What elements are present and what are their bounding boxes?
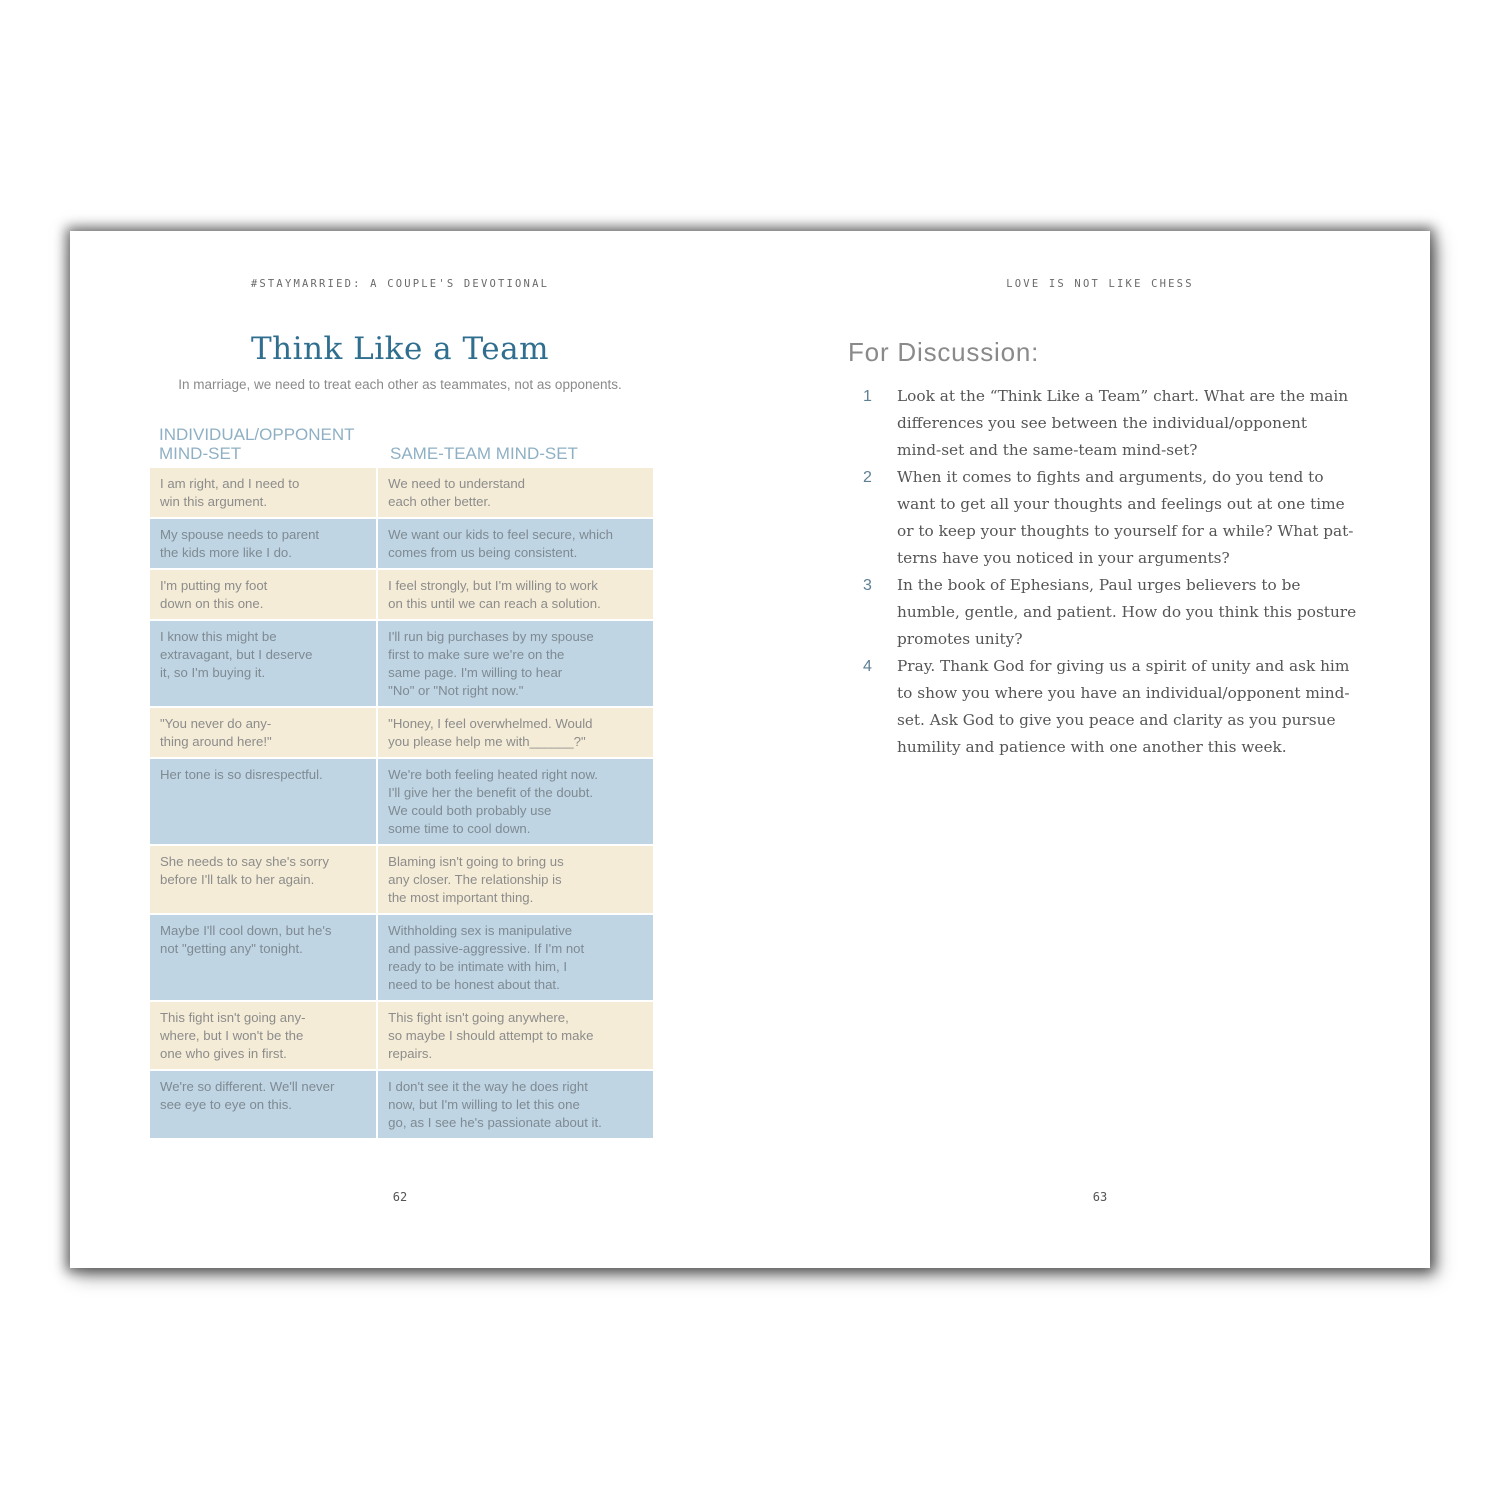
individual-mindset-cell: This fight isn't going any- where, but I won't be the one who gives in first. <box>150 1002 378 1071</box>
team-mindset-cell: I'll run big purchases by my spouse first to make sure we're on the same page. I'm willing to hear "No" or "Not right now." <box>378 621 653 708</box>
discussion-list <box>848 383 1358 761</box>
discussion-item-text: When it comes to fights and arguments, do you tend to want to get all your thoughts and feelings out at one time or to keep your thoughts to yourself for a while? What pat- terns have you noticed in your arguments? <box>897 468 1354 567</box>
team-mindset-cell: Blaming isn't going to bring us any closer. The relationship is the most important thing. <box>378 846 653 915</box>
team-mindset-cell: We're both feeling heated right now. I'll give her the benefit of the doubt. We could both probably use some time to cool down. <box>378 759 653 846</box>
table-row <box>150 519 653 570</box>
chart-subtitle: In marriage, we need to treat each other as teammates, not as opponents. <box>178 377 622 392</box>
discussion-item-number: 3 <box>863 577 872 594</box>
team-mindset-cell: Withholding sex is manipulative and passive-aggressive. If I'm not ready to be intimate with him, I need to be honest about that. <box>378 915 653 1002</box>
discussion-item-number: 2 <box>863 469 872 486</box>
discussion-title: For Discussion: <box>848 337 1040 367</box>
individual-mindset-cell: "You never do any- thing around here!" <box>150 708 378 759</box>
team-mindset-cell: I feel strongly, but I'm willing to work on this until we can reach a solution. <box>378 570 653 621</box>
right-page <box>750 231 1430 1268</box>
table-row <box>150 1002 653 1071</box>
left-page <box>70 231 750 1268</box>
individual-mindset-cell: We're so different. We'll never see eye to eye on this. <box>150 1071 378 1140</box>
column-header-individual: INDIVIDUAL/OPPONENT MIND-SET <box>159 425 355 463</box>
table-row <box>150 1071 653 1140</box>
team-mindset-cell: I don't see it the way he does right now, but I'm willing to let this one go, as I see he's passionate about it. <box>378 1071 653 1140</box>
individual-mindset-cell: My spouse needs to parent the kids more like I do. <box>150 519 378 570</box>
mindset-table <box>150 468 653 1140</box>
book-spread <box>70 231 1430 1268</box>
individual-mindset-cell: I'm putting my foot down on this one. <box>150 570 378 621</box>
discussion-item <box>848 383 1358 464</box>
table-row <box>150 621 653 708</box>
discussion-item-text: Pray. Thank God for giving us a spirit of unity and ask him to show you where you have an individual/opponent mind- set. Ask God to give you peace and clarity as you pursue humility and patience with one another this week. <box>897 657 1350 756</box>
individual-mindset-cell: She needs to say she's sorry before I'll talk to her again. <box>150 846 378 915</box>
individual-mindset-cell: I am right, and I need to win this argument. <box>150 468 378 519</box>
individual-mindset-cell: Maybe I'll cool down, but he's not "getting any" tonight. <box>150 915 378 1002</box>
individual-mindset-cell: I know this might be extravagant, but I deserve it, so I'm buying it. <box>150 621 378 708</box>
discussion-item-text: In the book of Ephesians, Paul urges believers to be humble, gentle, and patient. How do you think this posture promotes unity? <box>897 576 1357 648</box>
column-header-team: SAME-TEAM MIND-SET <box>390 444 578 463</box>
discussion-item <box>848 464 1358 572</box>
page-number-right: 63 <box>1092 1190 1108 1204</box>
table-row <box>150 570 653 621</box>
table-row <box>150 708 653 759</box>
team-mindset-cell: This fight isn't going anywhere, so maybe I should attempt to make repairs. <box>378 1002 653 1071</box>
discussion-item-number: 1 <box>863 388 872 405</box>
team-mindset-cell: We need to understand each other better. <box>378 468 653 519</box>
table-row <box>150 915 653 1002</box>
discussion-item-text: Look at the “Think Like a Team” chart. What are the main differences you see between the individual/opponent mind-set and the same-team mind-set? <box>897 387 1349 459</box>
discussion-item-number: 4 <box>863 658 872 675</box>
team-mindset-cell: We want our kids to feel secure, which comes from us being consistent. <box>378 519 653 570</box>
running-head-right: LOVE IS NOT LIKE CHESS <box>1006 278 1194 290</box>
discussion-item <box>848 653 1358 761</box>
chart-title: Think Like a Team <box>251 331 549 367</box>
individual-mindset-cell: Her tone is so disrespectful. <box>150 759 378 846</box>
running-head-left: #STAYMARRIED: A COUPLE'S DEVOTIONAL <box>250 278 550 290</box>
team-mindset-cell: "Honey, I feel overwhelmed. Would you please help me with______?" <box>378 708 653 759</box>
page-number-left: 62 <box>392 1190 408 1204</box>
table-row <box>150 759 653 846</box>
discussion-item <box>848 572 1358 653</box>
table-row <box>150 846 653 915</box>
table-row <box>150 468 653 519</box>
